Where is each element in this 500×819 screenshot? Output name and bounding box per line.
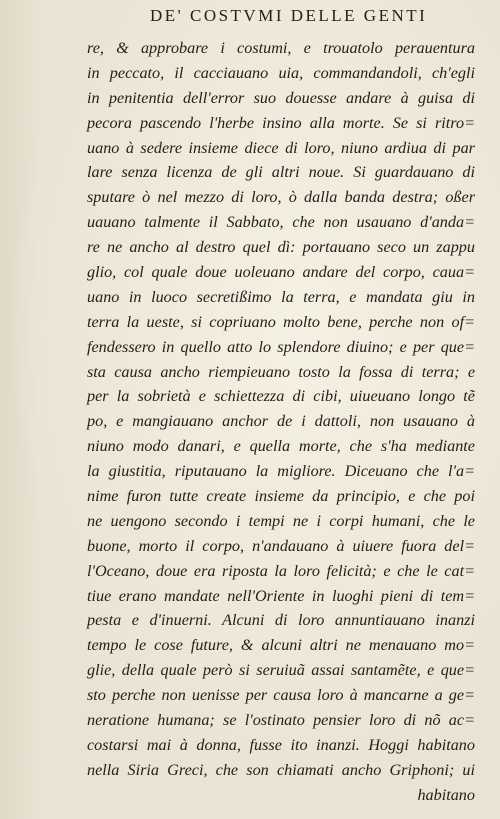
text-line: uauano talmente il Sabbato, che non usauano d'anda=	[87, 213, 475, 232]
text-line: in peccato, il cacciauano uia, commandandoli, ch'egli	[87, 63, 475, 82]
text-line: nella Siria Greci, che son chiamati ancho Griphoni; ui	[87, 760, 475, 779]
text-line: in penitentia dell'error suo douesse andare à guisa di	[87, 88, 475, 107]
text-line: ne uengono secondo i tempi ne i corpi humani, che le	[87, 511, 475, 530]
catchword: habitano	[417, 785, 475, 804]
text-line: glio, col quale doue uoleuano andare del corpo, caua=	[87, 263, 475, 282]
text-line: fendessero in quello atto lo splendore diuino; e per que=	[87, 337, 475, 356]
text-line: per la sobrietà e schiettezza di cibi, uiueuano longo tẽ	[87, 387, 475, 406]
text-line: glie, della quale però si seruiuã assai santamẽte, e que=	[87, 661, 475, 680]
text-line: sto perche non uenisse per causa loro à mancarne a ge=	[87, 686, 475, 705]
text-line: sputare ò nel mezzo di loro, ò dalla banda destra; oßer	[87, 188, 475, 207]
text-line: costarsi mai à donna, fusse ito inanzi. Hoggi habitano	[87, 735, 475, 754]
text-line: sta causa ancho riempieuano tosto la fossa di terra; e	[87, 362, 475, 381]
text-line: la giustitia, riputauano la migliore. Diceuano che l'a=	[87, 462, 475, 481]
text-line: lare senza licenza de gli altri noue. Si guardauano di	[87, 163, 475, 182]
text-line: uano à sedere insieme diece di loro, niuno ardiua di par	[87, 138, 475, 157]
text-line: buone, morto il corpo, n'andauano à uiuere fuora del=	[87, 536, 475, 555]
text-line: tiue erano mandate nell'Oriente in luoghi pieni di tem=	[87, 586, 475, 605]
text-line: pesta e d'inuerni. Alcuni di loro annuntiauano inanzi	[87, 611, 475, 630]
text-line: uano in luoco secretißimo la terra, e mandata giu in	[87, 287, 475, 306]
text-line: po, e mangiauano anchor de i dattoli, non usauano à	[87, 412, 475, 431]
text-line: terra la ueste, si copriuano molto bene, perche non of=	[87, 312, 475, 331]
text-line: neratione humana; se l'ostinato pensier loro di nõ ac=	[87, 711, 475, 730]
body-text	[87, 36, 475, 808]
text-line: pecora pascendo l'herbe insino alla morte. Se si ritro=	[87, 113, 475, 132]
text-line: re ne ancho al destro quel dì: portauano seco un zappu	[87, 238, 475, 257]
text-line: re, & approbare i costumi, e trouatolo perauentura	[87, 39, 475, 57]
text-line: l'Oceano, doue era riposta la loro felicità; e che le cat=	[87, 561, 475, 580]
text-line: niuno modo danari, e quella morte, che s'ha mediante	[87, 437, 475, 456]
text-line: tempo le cose future, & alcuni altri ne menauano mo=	[87, 636, 475, 655]
running-head: DE' COSTVMI DELLE GENTI	[150, 6, 428, 25]
text-line: nime furon tutte create insieme da principio, e che poi	[87, 487, 475, 506]
